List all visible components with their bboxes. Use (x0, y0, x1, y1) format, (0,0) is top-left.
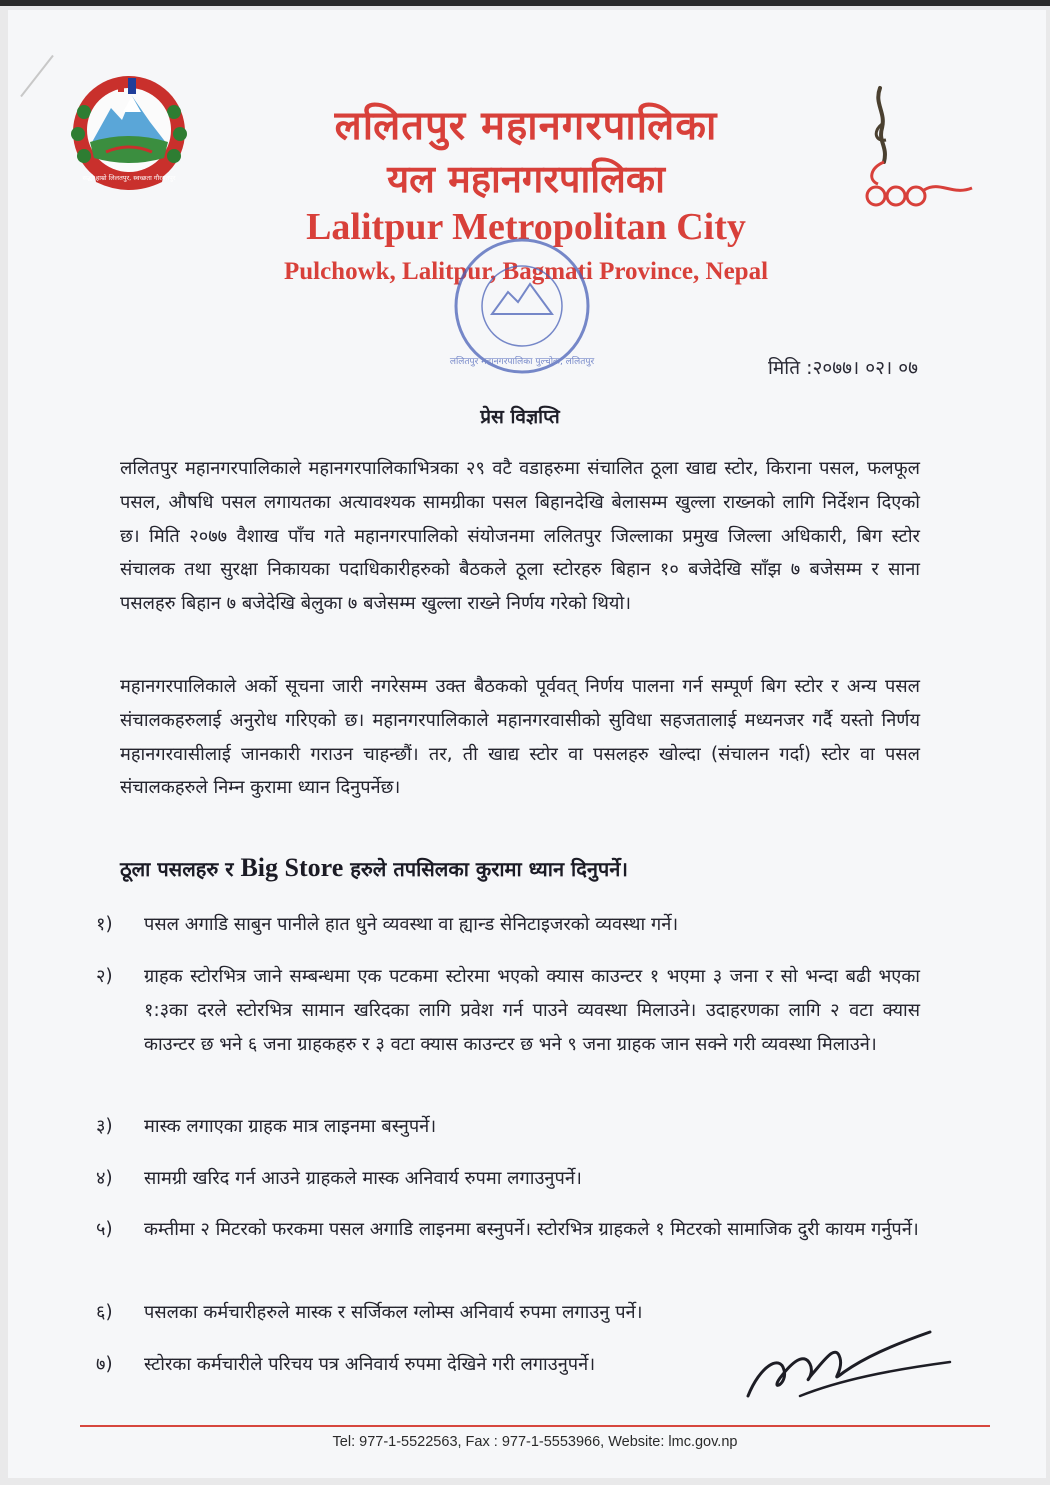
heading-english: Big Store (240, 853, 344, 882)
lmc-emblem-icon (66, 72, 192, 196)
item-number: २) (96, 966, 113, 987)
press-release-title: प्रेस विज्ञप्ति (480, 406, 560, 428)
body-paragraph-1: ललितपुर महानगरपालिकाले महानगरपालिकाभित्रका २९ वटै वडाहरुमा संचालित ठूला खाद्य स्टोर, किराना पसल, फलफूल पसल, औषधि पसल लगायतका अत्यावश्यक सामग्रीका पसल बिहानदेखि बेलासम्म खुल्ला राख्नको लागि निर्देशन दिएको छ। मिति २०७७ वैशाख पाँच गते महानगरपालिको संयोजनमा ललितपुर जिल्लाका प्रमुख जिल्ला अधिकारी, बिग स्टोर संचालक तथा सुरक्षा निकायका पदाधिकारीहरुको बैठकले ठूला स्टोरहरु बिहान १० बजेदेखि साँझ ७ बजेसम्म र साना पसलहरु बिहान ७ बजेदेखि बेलुका ७ बजेसम्म खुल्ला राख्ने निर्णय गरेको थियो। (120, 458, 920, 615)
signature-icon (740, 1318, 955, 1406)
list-item (96, 960, 920, 1062)
instructions-heading (120, 853, 920, 883)
list-item (96, 1162, 920, 1196)
item-text: ग्राहक स्टोरभित्र जाने सम्बन्धमा एक पटकमा स्टोरमा भएको क्यास काउन्टर १ भएमा ३ जना र सो भन्दा बढी भएका १:३का दरले स्टोरभित्र सामान खरिदका लागि प्रवेश गर्न पाउने व्यवस्था मिलाउने। उदाहरणका लागि २ वटा क्यास काउन्टर छ भने ६ जना ग्राहकहरु र ३ वटा क्यास काउन्टर छ भने ९ जना ग्राहक जान सक्ने गरी व्यवस्था मिलाउने। (144, 966, 920, 1055)
item-number: ७) (96, 1354, 113, 1375)
item-number: ४) (96, 1168, 113, 1189)
item-number: ५) (96, 1219, 113, 1240)
item-number: १) (96, 914, 113, 935)
stamp-text: ललितपुर महानगरपालिका पुल्चोक, ललितपुर (449, 357, 595, 367)
item-text: स्टोरका कर्मचारीले परिचय पत्र अनिवार्य रुपमा देखिने गरी लगाउनुपर्ने। (144, 1354, 596, 1375)
item-text: पसलका कर्मचारीहरुले मास्क र सर्जिकल ग्लोम्स अनिवार्य रुपमा लगाउनु पर्ने। (144, 1302, 643, 1323)
heading-part-2: हरुले तपसिलका कुरामा ध्यान दिनुपर्ने। (343, 857, 628, 881)
scan-top-edge (0, 0, 1050, 6)
item-text: पसल अगाडि साबुन पानीले हात धुने व्यवस्था वा ह्यान्ड सेनिटाइजरको व्यवस्था गर्ने। (144, 914, 679, 935)
item-text: मास्क लगाएका ग्राहक मात्र लाइनमा बस्नुपर्ने। (144, 1116, 437, 1137)
letterhead-name-english: Lalitpur Metropolitan City (306, 206, 746, 248)
body-paragraph-2: महानगरपालिकाले अर्को सूचना जारी नगरेसम्म उक्त बैठकको पूर्ववत् निर्णय पालना गर्न सम्पूर्ण बिग स्टोर र अन्य पसल संचालकहरुलाई अनुरोध गरिएको छ। महानगरपालिकाले महानगरवासीको सुविधा सहजतालाई मध्यनजर गर्दै यस्तो निर्णय महानगरवासीलाई जानकारी गराउन चाहन्छौं। तर, ती खाद्य स्टोर वा पसलहरु खोल्दा (संचालन गर्दा) स्टोर वा पसल संचालकहरुले निम्न कुरामा ध्यान दिनुपर्नेछ। (120, 676, 920, 799)
item-text: सामग्री खरिद गर्न आउने ग्राहकले मास्क अनिवार्य रुपमा लगाउनुपर्ने। (144, 1168, 582, 1189)
letterhead-name-newari: यल महानगरपालिका (387, 157, 665, 201)
footer-divider (80, 1425, 990, 1427)
footer-contact: Tel: 977-1-5522563, Fax : 977-1-5553966, Website: lmc.gov.np (332, 1434, 738, 1450)
letter-date: मिति :२०७७। ०२। ०७ (768, 357, 918, 379)
letterhead-name-nepali: ललितपुर महानगरपालिका (334, 103, 718, 149)
list-item (96, 1213, 920, 1247)
list-item (96, 1110, 920, 1144)
heading-part-1: ठूला पसलहरु र (120, 857, 241, 881)
item-number: ६) (96, 1302, 113, 1323)
office-stamp-icon (448, 232, 596, 380)
lalitpur-symbol-icon (852, 84, 976, 214)
letterhead-address: Pulchowk, Lalitpur, Bagmati Province, Nepal (283, 258, 769, 285)
item-number: ३) (96, 1116, 113, 1137)
emblem-banner-text: सद्धी हाम्रो लिलतपुर, स्वच्छता गौरवतपुर (82, 174, 176, 182)
item-text: कम्तीमा २ मिटरको फरकमा पसल अगाडि लाइनमा बस्नुपर्ने। स्टोरभित्र ग्राहकले १ मिटरको सामाजिक दुरी कायम गर्नुपर्ने। (144, 1219, 919, 1240)
list-item (96, 908, 920, 942)
